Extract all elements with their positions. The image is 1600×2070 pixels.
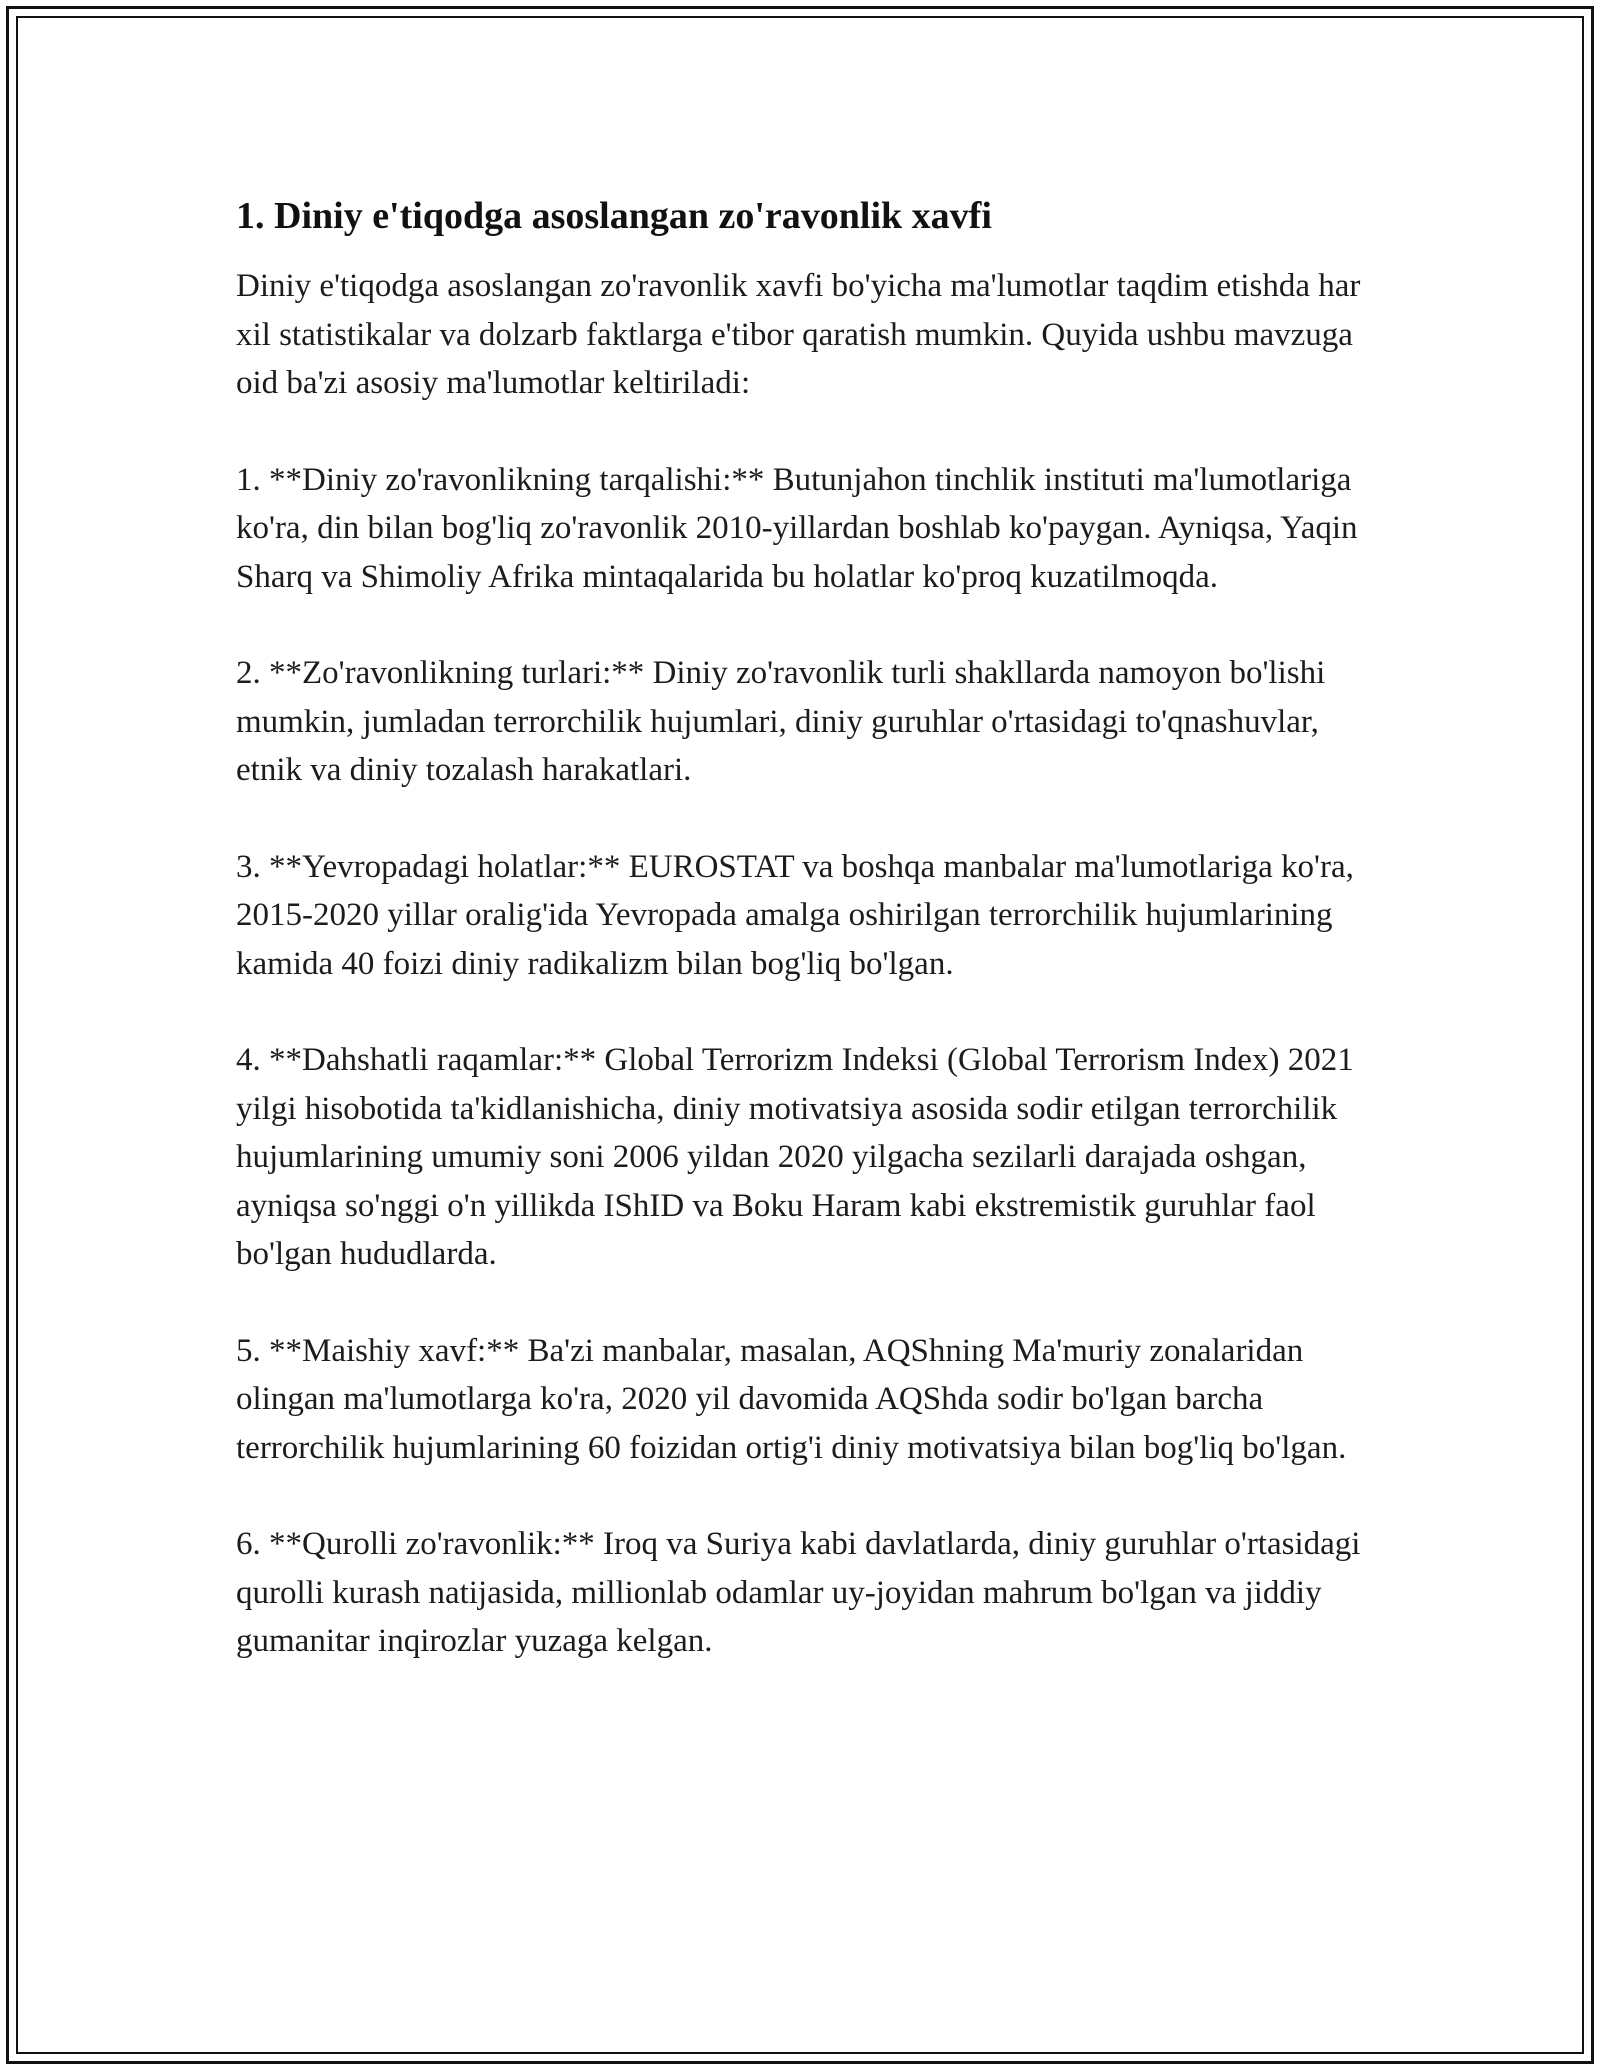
document-title: 1. Diniy e'tiqodga asoslangan zo'ravonlik xavfi: [236, 195, 992, 237]
list-item-4: 4. **Dahshatli raqamlar:** Global Terrorizm Indeksi (Global Terrorism Index) 2021 yilgi hisobotida ta'kidlanishicha, diniy motivatsiya asosida sodir etilgan terrorchilik hujumlarining umumiy soni 2006 yildan 2020 yilgacha sezilarli darajada oshgan, ayniqsa so'nggi o'n yillikda IShID va Boku Haram kabi ekstremistik guruhlar faol bo'lgan hududlarda.: [236, 1042, 1354, 1272]
list-item-5: 5. **Maishiy xavf:** Ba'zi manbalar, masalan, AQShning Ma'muriy zonalaridan olingan ma'lumotlarga ko'ra, 2020 yil davomida AQShda sodir bo'lgan barcha terrorchilik hujumlarining 60 foizidan ortig'i diniy motivatsiya bilan bog'liq bo'lgan.: [236, 1332, 1347, 1466]
list-item-2: 2. **Zo'ravonlikning turlari:** Diniy zo'ravonlik turli shakllarda namoyon bo'lishi mumkin, jumladan terrorchilik hujumlari, diniy guruhlar o'rtasidagi to'qnashuvlar, etnik va diniy tozalash harakatlari.: [236, 655, 1326, 788]
list-item-6: 6. **Qurolli zo'ravonlik:** Iroq va Suriya kabi davlatlarda, diniy guruhlar o'rtasidagi qurolli kurash natijasida, millionlab odamlar uy-joyidan mahrum bo'lgan va jiddiy gumanitar inqirozlar yuzaga kelgan.: [236, 1526, 1361, 1659]
list-item-3: 3. **Yevropadagi holatlar:** EUROSTAT va boshqa manbalar ma'lumotlariga ko'ra, 2015-2020 yillar oralig'ida Yevropada amalga oshirilgan terrorchilik hujumlarining kamida 40 foizi diniy radikalizm bilan bog'liq bo'lgan.: [236, 848, 1354, 982]
document-body: [236, 188, 1386, 1666]
list-item-1: 1. **Diniy zo'ravonlikning tarqalishi:** Butunjahon tinchlik instituti ma'lumotlariga ko'ra, din bilan bog'liq zo'ravonlik 2010-yillardan boshlab ko'paygan. Ayniqsa, Yaqin Sharq va Shimoliy Afrika mintaqalarida bu holatlar ko'proq kuzatilmoqda.: [236, 461, 1358, 595]
intro-paragraph: Diniy e'tiqodga asoslangan zo'ravonlik xavfi bo'yicha ma'lumotlar taqdim etishda har xil statistikalar va dolzarb faktlarga e'tibor qaratish mumkin. Quyida ushbu mavzuga oid ba'zi asosiy ma'lumotlar keltiriladi:: [236, 268, 1361, 401]
